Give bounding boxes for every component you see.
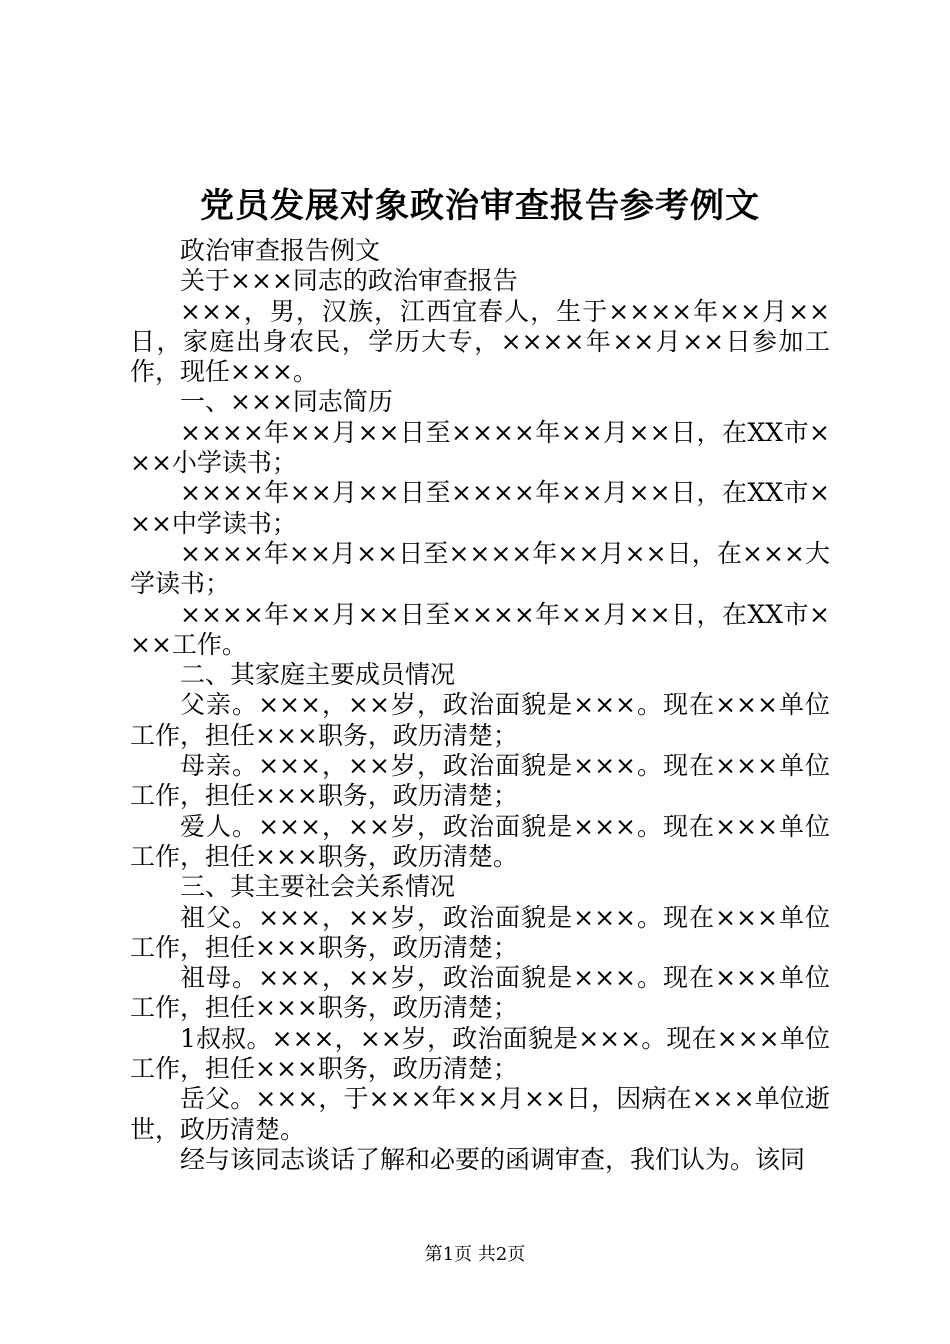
paragraph: ××××年××月××日至××××年××月××日，在×××大学读书； <box>130 538 830 599</box>
paragraph: 岳父。×××，于×××年××月××日，因病在×××单位逝世，政历清楚。 <box>130 1084 830 1144</box>
section-heading: 二、其家庭主要成员情况 <box>180 660 456 690</box>
paragraph: ×××，男，汉族，江西宜春人，生于××××年××月××日，家庭出身农民，学历大专，××××年××月××日参加工作，现任×××。 <box>130 296 830 387</box>
paragraph: ××××年××月××日至××××年××月××日，在XX市×××中学读书； <box>130 478 830 538</box>
paragraph: 1叔叔。×××，××岁，政治面貌是×××。现在×××单位工作，担任×××职务，政历清楚； <box>130 1023 830 1084</box>
paragraph: 经与该同志谈话了解和必要的函调审查，我们认为。该同 <box>180 1144 806 1174</box>
paragraph: 父亲。×××，××岁，政治面貌是×××。现在×××单位工作，担任×××职务，政历清楚； <box>130 690 830 750</box>
paragraph: ××××年××月××日至××××年××月××日，在XX市×××工作。 <box>130 599 830 659</box>
paragraph: ××××年××月××日至××××年××月××日，在XX市×××小学读书； <box>130 417 830 478</box>
paragraph: 祖母。×××，××岁，政治面貌是×××。现在×××单位工作，担任×××职务，政历清楚； <box>130 963 830 1023</box>
document-body <box>130 236 830 1175</box>
section-heading: 一、×××同志简历 <box>180 387 393 417</box>
paragraph: 爱人。×××，××岁，政治面貌是×××。现在×××单位工作，担任×××职务，政历清楚。 <box>130 811 830 871</box>
paragraph: 祖父。×××，××岁，政治面貌是×××。现在×××单位工作，担任×××职务，政历清楚； <box>130 902 830 962</box>
page-footer: 第1页 共2页 <box>424 1244 526 1265</box>
paragraph: 母亲。×××，××岁，政治面貌是×××。现在×××单位工作，担任×××职务，政历清楚； <box>130 751 830 811</box>
paragraph: 政治审查报告例文 <box>180 236 381 265</box>
paragraph: 关于×××同志的政治审查报告 <box>180 266 518 296</box>
section-heading: 三、其主要社会关系情况 <box>180 872 456 902</box>
document-title: 党员发展对象政治审查报告参考例文 <box>200 186 760 226</box>
